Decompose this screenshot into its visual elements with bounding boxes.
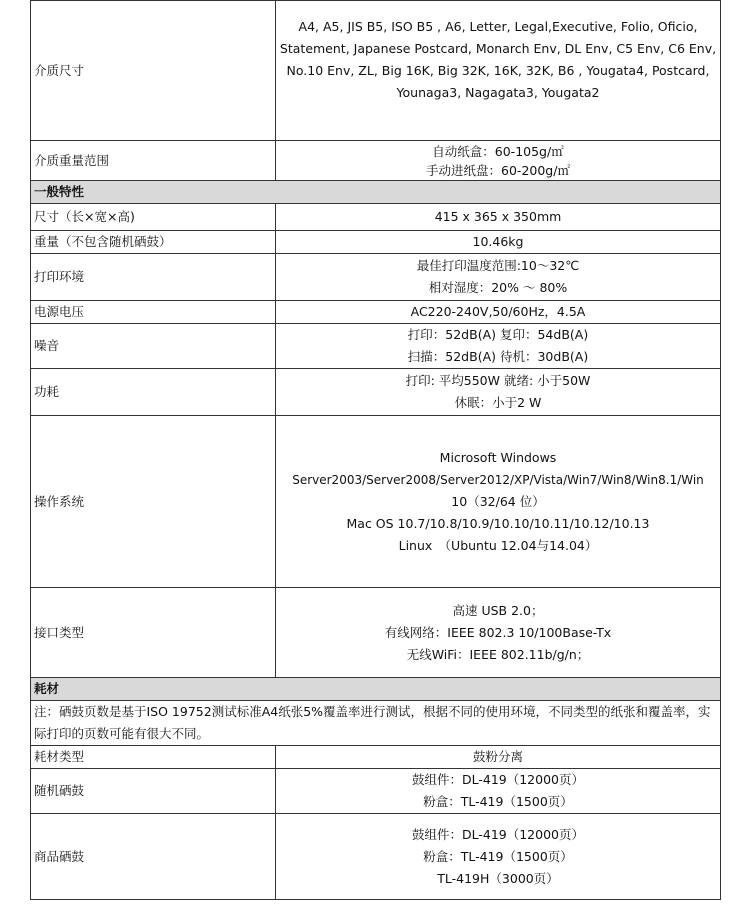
os-label: 操作系统	[31, 416, 276, 588]
retail-cartridge-line: 粉盒：TL-419（1500页）	[423, 848, 573, 864]
environment-line: 最佳打印温度范围:10～32℃	[416, 258, 580, 273]
interface-line: 高速 USB 2.0；	[452, 602, 544, 618]
environment-line: 相对湿度：20% ～ 80%	[428, 280, 568, 295]
row-power	[31, 301, 721, 324]
media-size-line: Statement, Japanese Postcard, Monarch Env, DL Env, C5 Env, C6 Env,	[279, 40, 717, 56]
section-title-consumables: 耗材	[31, 678, 721, 701]
media-size-label: 介质尺寸	[31, 1, 276, 141]
bundled-cartridge-line: 鼓组件：DL-419（12000页）	[411, 772, 584, 787]
retail-cartridge-line: TL-419H（3000页）	[437, 870, 559, 886]
consumption-line: 打印: 平均550W 就绪: 小于50W	[405, 373, 591, 388]
row-os	[31, 416, 721, 588]
row-interface	[31, 588, 721, 678]
os-value	[276, 416, 721, 588]
consumption-value	[276, 369, 721, 416]
row-consumption	[31, 369, 721, 416]
noise-line: 打印：52dB(A) 复印：54dB(A)	[407, 327, 589, 342]
media-size-line: No.10 Env, ZL, Big 16K, Big 32K, 16K, 32K, B6 , Yougata4, Postcard,	[286, 62, 710, 78]
row-size	[31, 204, 721, 231]
retail-cartridge-value	[276, 814, 721, 900]
noise-line: 扫描：52dB(A) 待机：30dB(A)	[407, 349, 589, 364]
interface-line: 有线网络：IEEE 802.3 10/100Base-Tx	[384, 624, 612, 640]
media-weight-value	[276, 141, 721, 181]
consumables-note: 注：硒鼓页数是基于ISO 19752测试标准A4纸张5%覆盖率进行测试，根据不同的使用环境，不同类型的纸张和覆盖率，实际打印的页数可能有很大不同。	[31, 701, 721, 746]
bundled-cartridge-value	[276, 769, 721, 814]
row-note	[31, 701, 721, 746]
os-line: 10（32/64 位）	[451, 493, 545, 509]
consumption-line: 休眠：小于2 W	[454, 395, 542, 410]
bundled-cartridge-line: 粉盒：TL-419（1500页）	[423, 794, 573, 809]
environment-value	[276, 254, 721, 301]
os-line: Linux （Ubuntu 12.04与14.04）	[398, 537, 598, 553]
interface-label: 接口类型	[31, 588, 276, 678]
consumable-type-label: 耗材类型	[31, 746, 276, 769]
interface-line: 无线WiFi：IEEE 802.11b/g/n；	[406, 646, 590, 662]
row-bundled-cartridge	[31, 769, 721, 814]
noise-value	[276, 324, 721, 369]
retail-cartridge-label: 商品硒鼓	[31, 814, 276, 900]
power-label: 电源电压	[31, 301, 276, 324]
row-consumable-type	[31, 746, 721, 769]
row-media-size	[31, 1, 721, 141]
environment-label: 打印环境	[31, 254, 276, 301]
row-media-weight	[31, 141, 721, 181]
weight-value: 10.46kg	[276, 231, 721, 254]
weight-label: 重量（不包含随机硒鼓）	[31, 231, 276, 254]
media-size-line: Younaga3, Nagagata3, Yougata2	[396, 84, 600, 100]
media-weight-label: 介质重量范围	[31, 141, 276, 181]
noise-label: 噪音	[31, 324, 276, 369]
bundled-cartridge-label: 随机硒鼓	[31, 769, 276, 814]
spec-table	[30, 0, 721, 900]
section-header-consumables	[31, 678, 721, 701]
power-value: AC220-240V,50/60Hz，4.5A	[276, 301, 721, 324]
media-weight-line: 手动进纸盘：60-200g/㎡	[426, 162, 570, 178]
media-size-line: A4, A5, JIS B5, ISO B5 , A6, Letter, Legal,Executive, Folio, Oficio,	[298, 18, 698, 34]
row-weight	[31, 231, 721, 254]
consumable-type-value: 鼓粉分离	[276, 746, 721, 769]
os-line: Mac OS 10.7/10.8/10.9/10.10/10.11/10.12/10.13	[346, 515, 650, 531]
row-environment	[31, 254, 721, 301]
row-retail-cartridge	[31, 814, 721, 900]
media-weight-line: 自动纸盒：60-105g/㎡	[432, 143, 564, 159]
size-label: 尺寸（长×宽×高)	[31, 204, 276, 231]
section-title-general: 一般特性	[31, 181, 721, 204]
os-line: Server2003/Server2008/Server2012/XP/Vista/Win7/Win8/Win8.1/Win	[292, 472, 704, 487]
consumption-label: 功耗	[31, 369, 276, 416]
retail-cartridge-line: 鼓组件：DL-419（12000页）	[411, 826, 584, 842]
interface-value	[276, 588, 721, 678]
size-value: 415 x 365 x 350mm	[276, 204, 721, 231]
os-line: Microsoft Windows	[439, 449, 557, 465]
row-noise	[31, 324, 721, 369]
media-size-value	[276, 1, 721, 141]
section-header-general	[31, 181, 721, 204]
